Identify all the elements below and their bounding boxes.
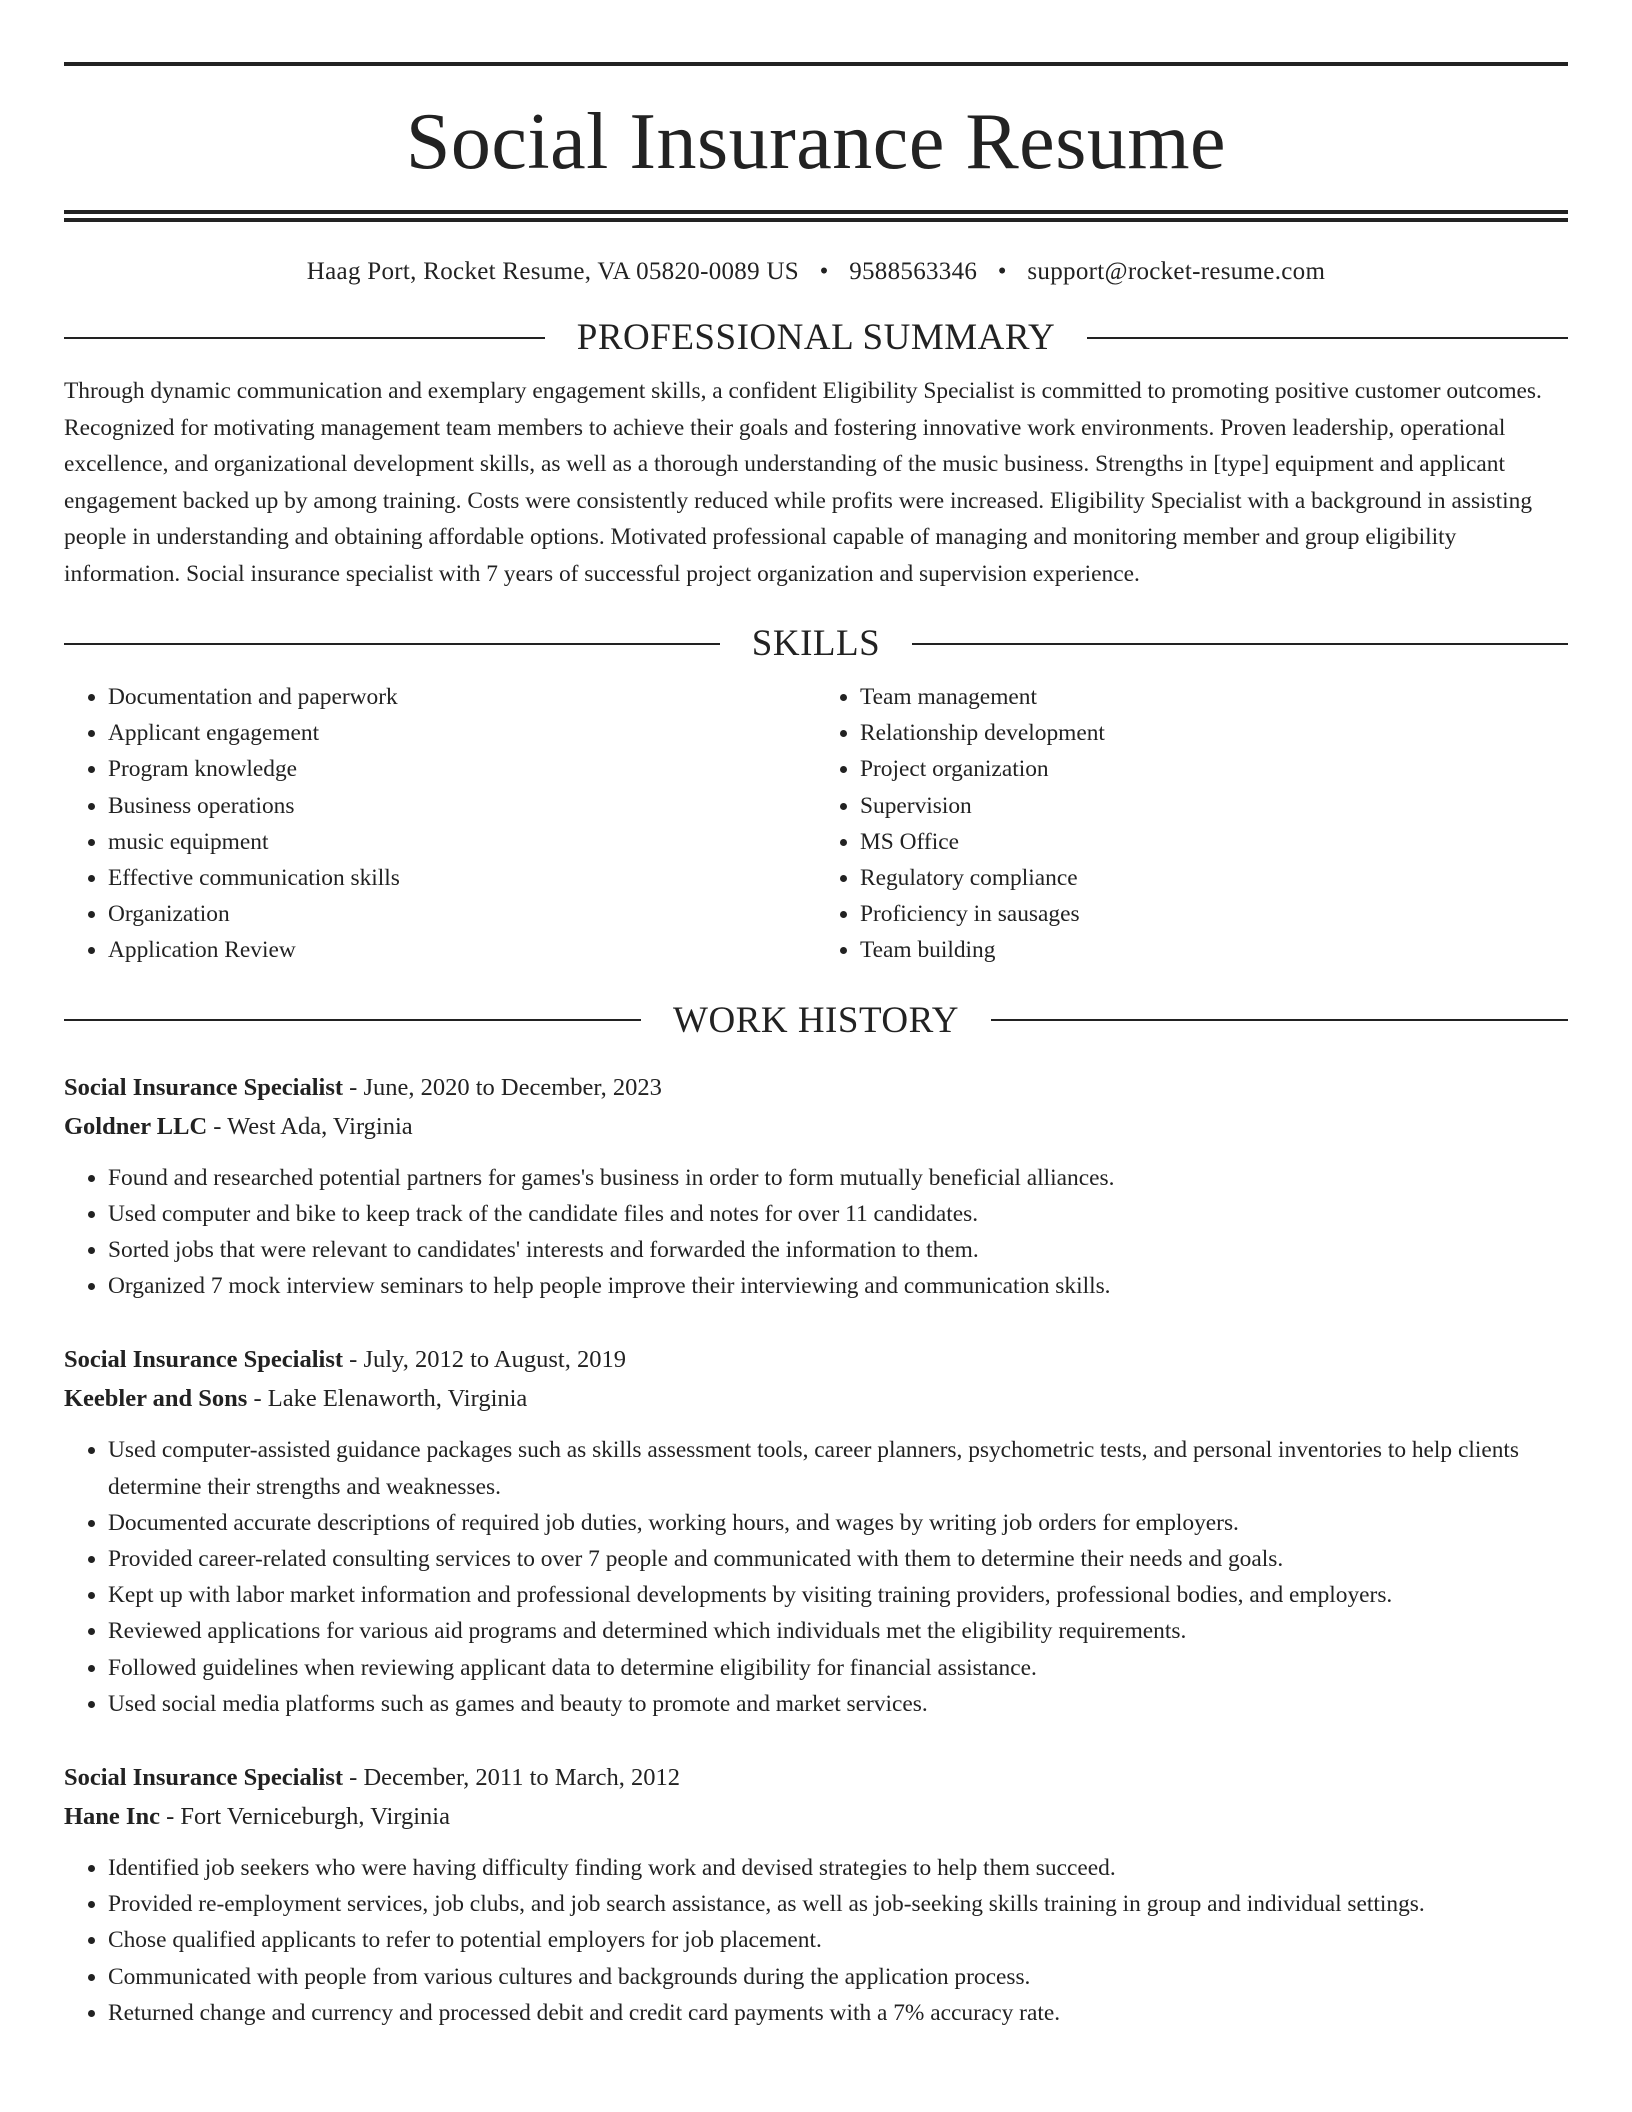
job-entry (64, 1340, 1568, 1722)
job-dates: - July, 2012 to August, 2019 (343, 1346, 626, 1374)
contact-line (64, 258, 1568, 286)
section-divider-left (64, 1019, 641, 1021)
skill-item: • Supervision (860, 788, 1568, 824)
skill-item: • Project organization (860, 751, 1568, 787)
work-heading: WORK HISTORY (673, 999, 959, 1041)
skills-list-right (816, 679, 1568, 969)
job-bullet: • Reviewed applications for various aid programs and determined which individuals met the eligibility requirements. (108, 1613, 1568, 1649)
skill-item: • Relationship development (860, 715, 1568, 751)
skill-item: • Regulatory compliance (860, 860, 1568, 896)
job-location: - Fort Verniceburgh, Virginia (159, 1803, 450, 1831)
contact-address: Haag Port, Rocket Resume, VA 05820-0089 US (306, 258, 800, 285)
section-divider-left (64, 643, 720, 645)
job-bullet: • Documented accurate descriptions of required job duties, working hours, and wages by writing job orders for employers. (108, 1505, 1568, 1541)
contact-phone: 9588563346 (849, 258, 978, 285)
job-title: Social Insurance Specialist (64, 1764, 344, 1792)
job-location: - Lake Elenaworth, Virginia (247, 1385, 528, 1413)
contact-email: support@rocket-resume.com (1027, 258, 1326, 285)
job-company-line (64, 1379, 1568, 1418)
skill-item: • Program knowledge (108, 751, 816, 787)
skill-item: • Business operations (108, 788, 816, 824)
double-rule (64, 210, 1568, 222)
contact-separator: • (819, 258, 829, 285)
job-bullets (64, 1160, 1568, 1305)
skills-list-left (64, 679, 816, 969)
job-dates: - December, 2011 to March, 2012 (343, 1764, 680, 1792)
top-rule (64, 62, 1568, 66)
job-bullet: • Found and researched potential partners for games's business in order to form mutually beneficial alliances. (108, 1160, 1568, 1196)
skills-columns (64, 679, 1568, 969)
job-company-line (64, 1107, 1568, 1146)
summary-section-header (64, 316, 1568, 359)
job-bullet: • Chose qualified applicants to refer to potential employers for job placement. (108, 1922, 1568, 1958)
job-entry (64, 1758, 1568, 2031)
skill-item: • Application Review (108, 932, 816, 968)
work-section-header (64, 999, 1568, 1042)
job-bullet: • Returned change and currency and processed debit and credit card payments with a 7% accuracy rate. (108, 1995, 1568, 2031)
skill-item: • Applicant engagement (108, 715, 816, 751)
skill-item: • music equipment (108, 824, 816, 860)
job-location: - West Ada, Virginia (207, 1112, 413, 1140)
section-divider-left (64, 337, 545, 339)
section-divider-right (1087, 337, 1568, 339)
job-entry (64, 1068, 1568, 1305)
skill-item: • Documentation and paperwork (108, 679, 816, 715)
job-title: Social Insurance Specialist (64, 1346, 344, 1374)
job-bullet: • Used computer-assisted guidance packages such as skills assessment tools, career planners, psychometric tests, and personal inventories to help clients determine their strengths and weaknesses. (108, 1432, 1568, 1504)
job-company: Goldner LLC (64, 1112, 208, 1140)
job-company: Keebler and Sons (64, 1385, 248, 1413)
skill-item: • Proficiency in sausages (860, 896, 1568, 932)
summary-heading: PROFESSIONAL SUMMARY (576, 317, 1056, 358)
job-bullet: • Provided re-employment services, job clubs, and job search assistance, as well as job-seeking skills training in group and individual settings. (108, 1886, 1568, 1922)
job-bullet: • Used computer and bike to keep track of the candidate files and notes for over 11 candidates. (108, 1196, 1568, 1232)
job-bullet: • Used social media platforms such as games and beauty to promote and market services. (108, 1686, 1568, 1722)
contact-separator: • (997, 258, 1007, 285)
summary-text: Through dynamic communication and exemplary engagement skills, a confident Eligibility Specialist is committed to promoting positive customer outcomes. Recognized for motivating management team members to achieve their goals and fostering innovative work environments. Proven leadership, operational excellence, and organizational development skills, as well as a thorough understanding of the music business. Strengths in [type] equipment and applicant engagement backed up by among training. Costs were consistently reduced while profits were increased. Eligibility Specialist with a background in assisting people in understanding and obtaining affordable options. Motivated professional capable of managing and monitoring member and group eligibility information. Social insurance specialist with 7 years of successful project organization and supervision experience. (64, 378, 1542, 587)
job-dates: - June, 2020 to December, 2023 (343, 1073, 662, 1101)
section-divider-right (991, 1019, 1568, 1021)
skills-section-header (64, 622, 1568, 665)
skill-item: • MS Office (860, 824, 1568, 860)
work-history-list (64, 1068, 1568, 2031)
job-bullet: • Kept up with labor market information and professional developments by visiting training providers, professional bodies, and employers. (108, 1577, 1568, 1613)
job-title-line (64, 1340, 1568, 1379)
skills-heading: SKILLS (751, 623, 881, 664)
job-title: Social Insurance Specialist (64, 1073, 344, 1101)
skill-item: • Team management (860, 679, 1568, 715)
job-bullet: • Organized 7 mock interview seminars to help people improve their interviewing and communication skills. (108, 1268, 1568, 1304)
skill-item: • Organization (108, 896, 816, 932)
job-bullet: • Provided career-related consulting services to over 7 people and communicated with them to determine their needs and goals. (108, 1541, 1568, 1577)
resume-title: Social Insurance Resume (405, 98, 1227, 186)
job-bullet: • Identified job seekers who were having difficulty finding work and devised strategies to help them succeed. (108, 1850, 1568, 1886)
job-bullet: • Sorted jobs that were relevant to candidates' interests and forwarded the information to them. (108, 1232, 1568, 1268)
job-title-line (64, 1068, 1568, 1107)
section-divider-right (912, 643, 1568, 645)
job-company: Hane Inc (64, 1803, 160, 1831)
job-bullets (64, 1432, 1568, 1722)
job-bullet: • Followed guidelines when reviewing applicant data to determine eligibility for financial assistance. (108, 1650, 1568, 1686)
job-bullets (64, 1850, 1568, 2031)
skill-item: • Team building (860, 932, 1568, 968)
job-company-line (64, 1797, 1568, 1836)
job-bullet: • Communicated with people from various cultures and backgrounds during the application process. (108, 1959, 1568, 1995)
job-title-line (64, 1758, 1568, 1797)
skill-item: • Effective communication skills (108, 860, 816, 896)
